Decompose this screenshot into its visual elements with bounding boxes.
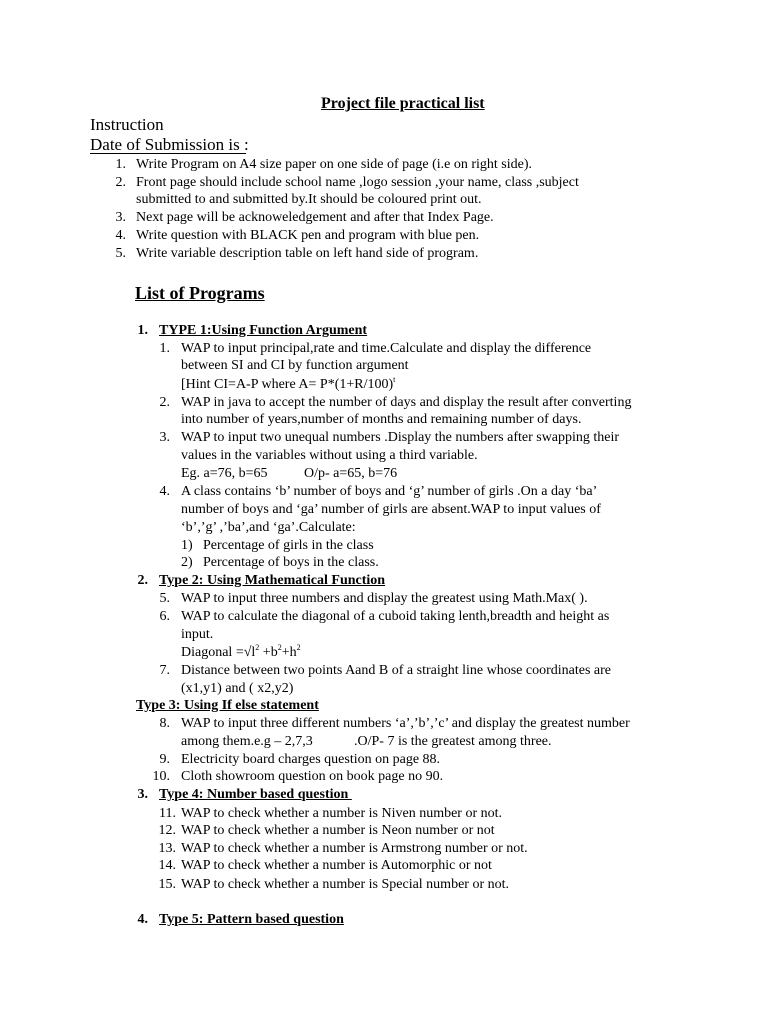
program-text: WAP to calculate the diagonal of a cuboid taking lenth,breadth and height as bbox=[181, 609, 610, 624]
section-number: 4. bbox=[137, 912, 148, 927]
program-example-output: .O/P- 7 is the greatest among three. bbox=[354, 734, 552, 749]
section-number: 3. bbox=[137, 787, 148, 802]
program-text: A class contains ‘b’ number of boys and ‘g’ number of girls .On a day ‘ba’ bbox=[181, 484, 598, 499]
program-text: values in the variables without using a third variable. bbox=[181, 448, 478, 463]
program-text: WAP to input three different numbers ‘a’,’b’,’c’ and display the greatest number bbox=[181, 716, 630, 731]
program-example: Eg. a=76, b=65 bbox=[181, 466, 268, 481]
instruction-text: Next page will be acknoweledgement and after that Index Page. bbox=[136, 210, 494, 225]
instruction-number: 3. bbox=[115, 210, 126, 225]
sub-item-number: 1) bbox=[181, 538, 193, 553]
program-number: 8. bbox=[159, 716, 170, 731]
programs-heading: List of Programs bbox=[135, 283, 265, 303]
instruction-number: 5. bbox=[115, 246, 126, 261]
program-text: WAP to input two unequal numbers .Display the numbers after swapping their bbox=[181, 430, 620, 445]
instruction-text: Write Program on A4 size paper on one side of page (i.e on right side). bbox=[136, 157, 532, 172]
program-number: 15. bbox=[158, 877, 176, 892]
program-text: Distance between two points Aand B of a straight line whose coordinates are bbox=[181, 663, 611, 678]
program-number: 13. bbox=[158, 841, 176, 856]
program-example: among them.e.g – 2,7,3 bbox=[181, 734, 313, 749]
program-number: 6. bbox=[159, 609, 170, 624]
program-text: WAP in java to accept the number of days and display the result after converting bbox=[181, 395, 632, 410]
section-number: 1. bbox=[137, 323, 148, 338]
type4-heading: Type 4: Number based question bbox=[159, 787, 352, 802]
program-text: input. bbox=[181, 627, 214, 642]
program-text: (x1,y1) and ( x2,y2) bbox=[181, 681, 294, 696]
type1-heading: TYPE 1:Using Function Argument bbox=[159, 323, 368, 338]
type2-heading: Type 2: Using Mathematical Function bbox=[159, 573, 386, 588]
program-text: number of boys and ‘ga’ number of girls are absent.WAP to input values of bbox=[181, 502, 601, 517]
submission-underline bbox=[90, 153, 246, 154]
program-text: WAP to check whether a number is Automorphic or not bbox=[181, 858, 492, 873]
program-number: 4. bbox=[159, 484, 170, 499]
instruction-text: Front page should include school name ,logo session ,your name, class ,subject bbox=[136, 175, 579, 190]
program-text: WAP to check whether a number is Special number or not. bbox=[181, 877, 510, 892]
program-hint: [Hint CI=A-P where $A= P*(1+R/100)^t$ bbox=[181, 375, 396, 392]
program-number: 2. bbox=[159, 395, 170, 410]
sub-item-text: Percentage of boys in the class. bbox=[203, 555, 379, 570]
program-number: 5. bbox=[159, 591, 170, 606]
program-number: 14. bbox=[158, 858, 176, 873]
section-number: 2. bbox=[137, 573, 148, 588]
program-text: WAP to check whether a number is Neon number or not bbox=[181, 823, 495, 838]
page-title: Project file practical list bbox=[321, 95, 485, 112]
program-text: Cloth showroom question on book page no 90. bbox=[181, 769, 444, 784]
program-number: 12. bbox=[158, 823, 176, 838]
type3-heading: Type 3: Using If else statement bbox=[136, 698, 319, 713]
program-text: into number of years,number of months and remaining number of days. bbox=[181, 412, 582, 427]
sub-item-text: Percentage of girls in the class bbox=[203, 538, 374, 553]
instruction-text: submitted to and submitted by.It should be coloured print out. bbox=[136, 192, 482, 207]
instruction-text: Write variable description table on left hand side of program. bbox=[136, 246, 479, 261]
sub-item-number: 2) bbox=[181, 555, 193, 570]
instruction-number: 2. bbox=[115, 175, 126, 190]
diagonal-formula: Diagonal $=√l^2 +b^2+h^2$ bbox=[181, 643, 301, 660]
program-text: WAP to check whether a number is Niven number or not. bbox=[181, 806, 503, 821]
program-number: 7. bbox=[159, 663, 170, 678]
program-text: ‘b’,’g’ ,’ba’,and ‘ga’.Calculate: bbox=[181, 520, 356, 535]
program-text: Electricity board charges question on page 88. bbox=[181, 752, 441, 767]
program-text: WAP to check whether a number is Armstrong number or not. bbox=[181, 841, 528, 856]
type5-heading: Type 5: Pattern based question bbox=[159, 912, 344, 927]
program-text: between SI and CI by function argument bbox=[181, 358, 409, 373]
program-example-output: O/p- a=65, b=76 bbox=[304, 466, 398, 481]
instruction-text: Write question with BLACK pen and program with blue pen. bbox=[136, 228, 480, 243]
program-number: 11. bbox=[159, 806, 176, 821]
program-text: WAP to input principal,rate and time.Calculate and display the difference bbox=[181, 341, 592, 356]
program-number: 9. bbox=[159, 752, 170, 767]
instruction-number: 4. bbox=[115, 228, 126, 243]
program-number: 1. bbox=[159, 341, 170, 356]
instruction-heading: Instruction bbox=[90, 115, 164, 134]
submission-date-label: Date of Submission is : bbox=[90, 135, 249, 154]
instruction-number: 1. bbox=[115, 157, 126, 172]
program-text: WAP to input three numbers and display the greatest using Math.Max( ). bbox=[181, 591, 588, 606]
program-number: 3. bbox=[159, 430, 170, 445]
program-number: 10. bbox=[152, 769, 170, 784]
